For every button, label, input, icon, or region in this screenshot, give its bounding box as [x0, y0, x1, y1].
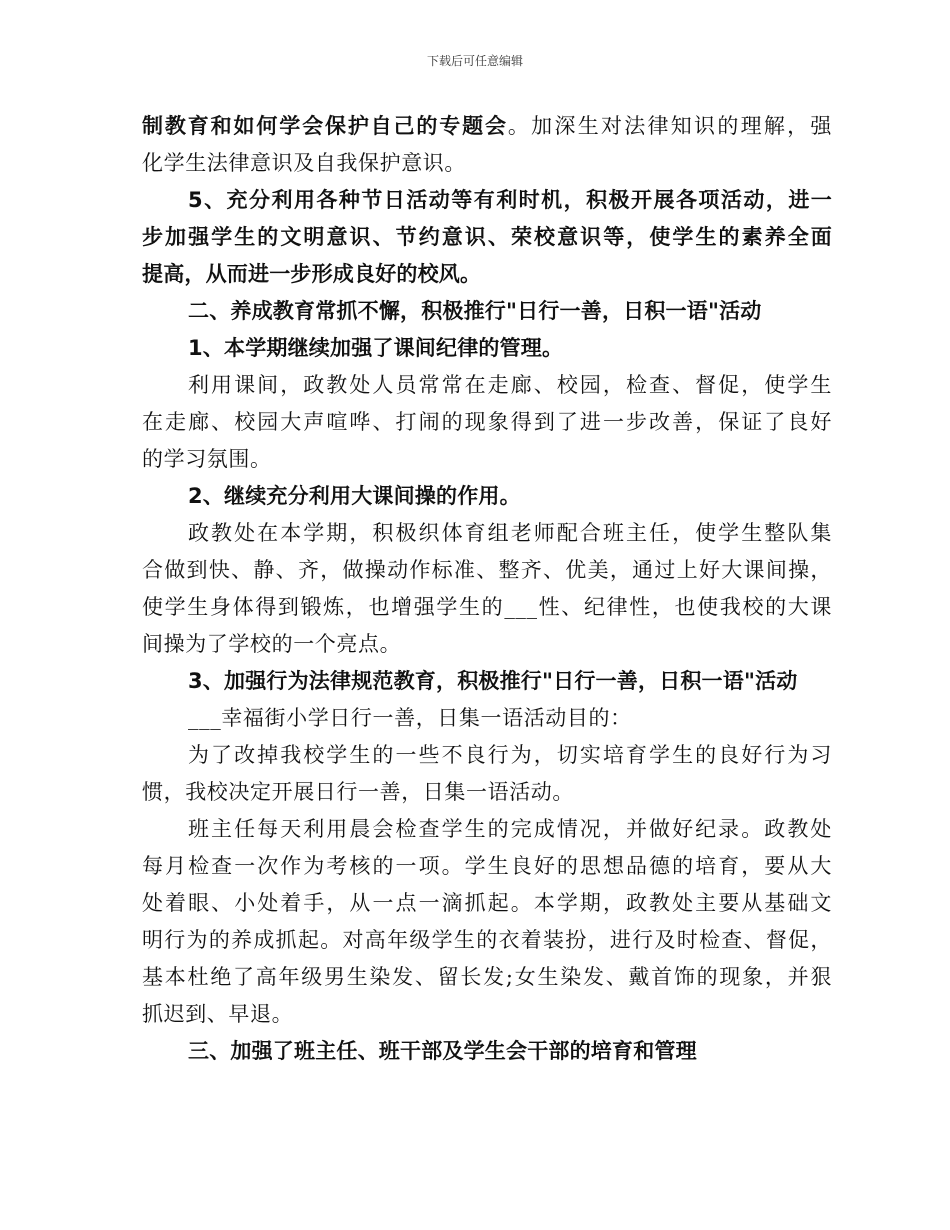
document-body [142, 108, 832, 1070]
page-header: 下载后可任意编辑 [426, 54, 523, 68]
paragraph-line: 化学生法律意识及自我保护意识。 [142, 151, 466, 175]
paragraph-line: 政教处在本学期，积极织体育组老师配合班主任，使学生整队集 [188, 521, 832, 545]
paragraph-line: 合做到快、静、齐，做操动作标准、整齐、优美，通过上好大课间操， [142, 558, 832, 582]
subsection-heading: 2、继续充分利用大课间操的作用。 [188, 484, 521, 508]
paragraph-line: 的学习氛围。 [142, 447, 272, 471]
subsection-heading: 1、本学期继续加强了课间纪律的管理。 [188, 336, 564, 360]
paragraph-line: 明行为的养成抓起。对高年级学生的衣着装扮，进行及时检查、督促， [142, 928, 832, 952]
paragraph-line: 5、充分利用各种节日活动等有利时机，积极开展各项活动，进一 [188, 188, 832, 212]
section-heading: 二、养成教育常抓不懈，积极推行"日行一善，日积一语"活动 [188, 299, 762, 323]
section-heading: 三、加强了班主任、班干部及学生会干部的培育和管理 [188, 1039, 697, 1063]
paragraph-line: 每月检查一次作为考核的一项。学生良好的思想品德的培育，要从大 [142, 854, 832, 878]
paragraph-line: 在走廊、校园大声喧哗、打闹的现象得到了进一步改善，保证了良好 [142, 410, 832, 434]
paragraph-line: ___幸福街小学日行一善，日集一语活动目的： [188, 706, 632, 730]
paragraph-line: 步加强学生的文明意识、节约意识、荣校意识等，使学生的素养全面 [142, 225, 832, 249]
paragraph-line: 为了改掉我校学生的一些不良行为，切实培育学生的良好行为习 [188, 743, 832, 767]
paragraph-line: 提高，从而进一步形成良好的校风。 [142, 262, 482, 286]
plain-text: 。加深生对法律知识的理解，强 [507, 114, 832, 138]
paragraph-line: 使学生身体得到锻炼，也增强学生的___性、纪律性，也使我校的大课 [142, 595, 832, 619]
paragraph-line: 处着眼、小处着手，从一点一滴抓起。本学期，政教处主要从基础文 [142, 891, 832, 915]
subsection-heading: 3、加强行为法律规范教育，积极推行"日行一善，日积一语"活动 [188, 669, 798, 693]
bold-text: 制教育和如何学会保护自己的专题会 [142, 114, 508, 138]
paragraph-line: 间操为了学校的一个亮点。 [142, 632, 402, 656]
paragraph-line: 班主任每天利用晨会检查学生的完成情况，并做好纪录。政教处 [188, 817, 832, 841]
paragraph-line: 利用课间，政教处人员常常在走廊、校园，检查、督促，使学生 [188, 373, 832, 397]
paragraph-line: 惯，我校决定开展日行一善，日集一语活动。 [142, 780, 574, 804]
paragraph-line: 抓迟到、早退。 [142, 1002, 294, 1026]
paragraph-line: 基本杜绝了高年级男生染发、留长发;女生染发、戴首饰的现象，并狠 [142, 965, 832, 989]
paragraph-line [142, 108, 832, 145]
